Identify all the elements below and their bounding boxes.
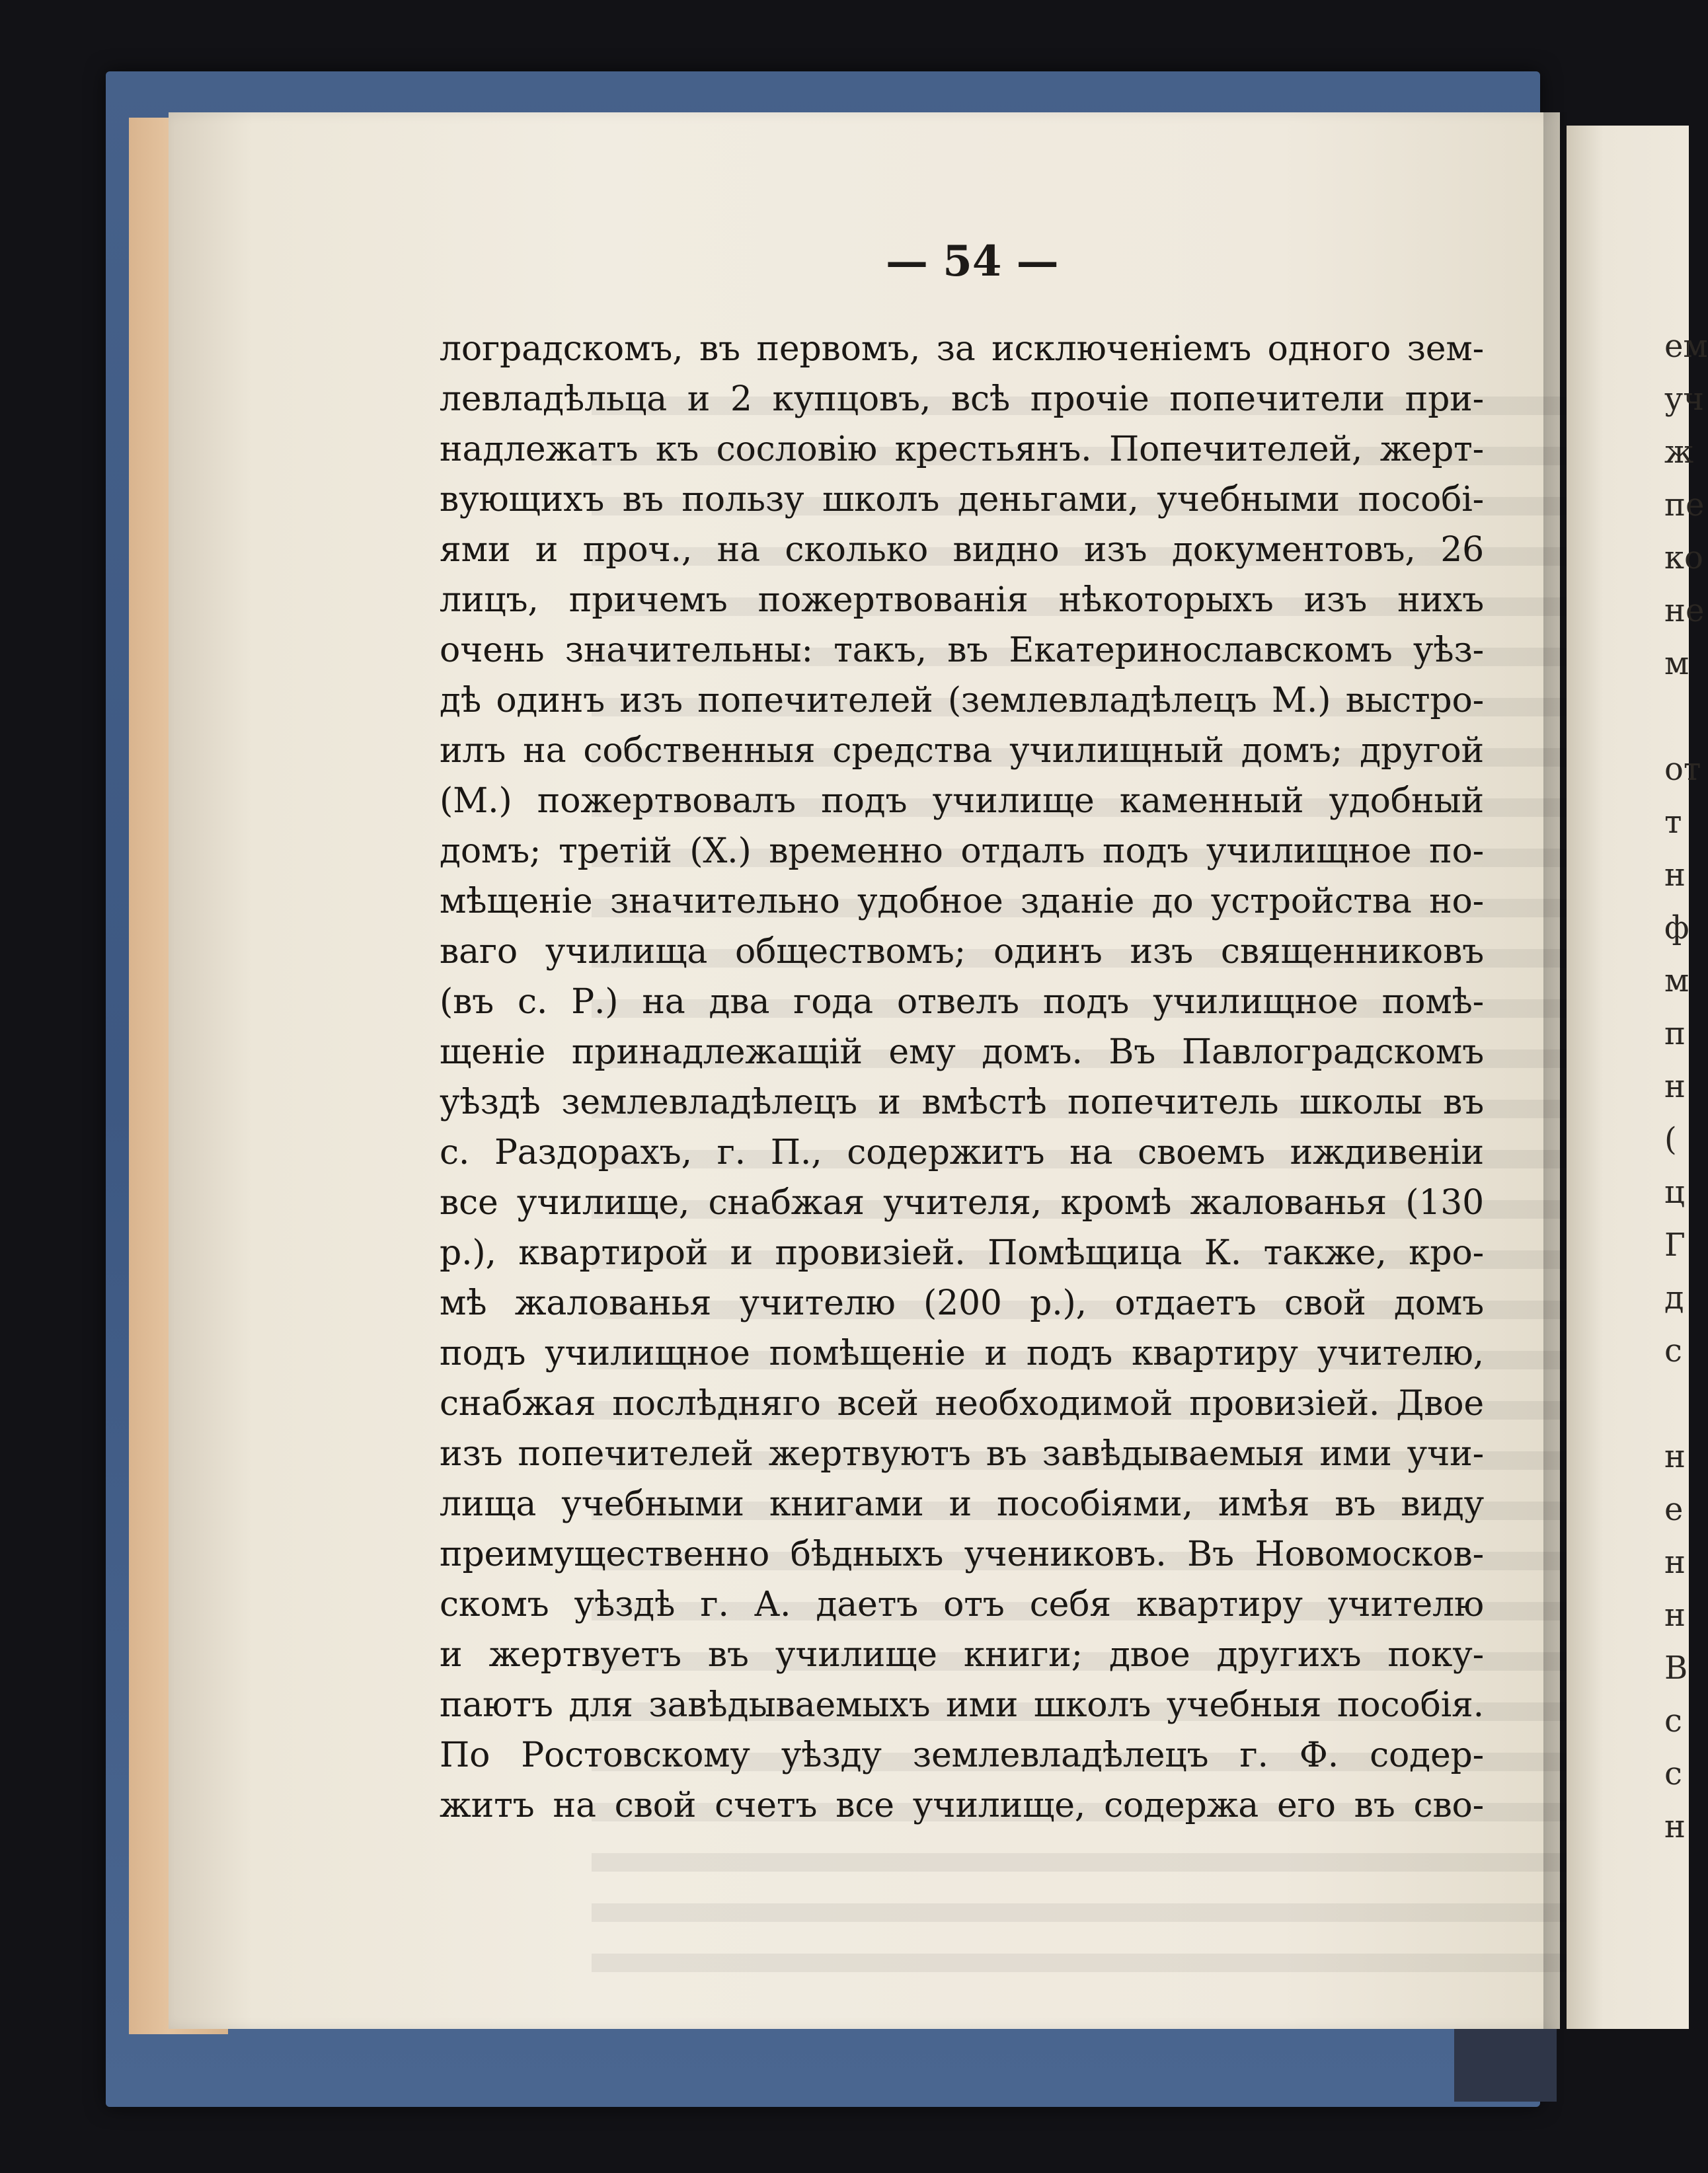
facing-fragment: е	[1664, 1491, 1684, 1528]
text-line: левладѣльца и 2 купцовъ, всѣ прочіе попечители при-	[440, 379, 1484, 419]
text-line: дѣ одинъ изъ попечителей (землевладѣлецъ М.) выстро-	[440, 681, 1484, 720]
text-line: (М.) пожертвовалъ подъ училище каменный удобный	[440, 781, 1484, 821]
gutter-shadow	[1543, 112, 1567, 2029]
text-line: ями и проч., на сколько видно изъ документовъ, 26	[440, 530, 1484, 570]
facing-fragment: (	[1664, 1121, 1677, 1158]
facing-fragment: с	[1664, 1755, 1682, 1792]
text-line: житъ на свой счетъ все училище, содержа его въ сво-	[440, 1786, 1484, 1825]
facing-fragment: Г	[1664, 1227, 1686, 1264]
facing-fragment: н	[1664, 1438, 1686, 1475]
text-line: лища учебными книгами и пособіями, имѣя въ виду	[440, 1484, 1484, 1524]
text-line: мѣ жалованья учителю (200 р.), отдаетъ свой домъ	[440, 1283, 1484, 1323]
facing-fragment: ем	[1664, 328, 1708, 365]
facing-fragment: не	[1664, 592, 1705, 629]
text-line: снабжая послѣдняго всей необходимой провизіей. Двое	[440, 1384, 1484, 1424]
facing-fragment: н	[1664, 1544, 1686, 1581]
facing-fragment: пе	[1664, 486, 1705, 523]
facing-fragment: ко	[1664, 539, 1703, 576]
facing-fragment: ж	[1664, 434, 1694, 471]
text-line: подъ училищное помѣщеніе и подъ квартиру учителю,	[440, 1334, 1484, 1373]
text-line: очень значительны: такъ, въ Екатеринославскомъ уѣз-	[440, 630, 1484, 670]
text-line: (въ с. Р.) на два года отвелъ подъ училищное помѣ-	[440, 982, 1484, 1022]
facing-fragment: ф	[1664, 909, 1689, 946]
facing-fragment: д	[1664, 1279, 1684, 1316]
facing-fragment: м	[1664, 962, 1689, 999]
text-line: илъ на собственныя средства училищный домъ; другой	[440, 731, 1484, 771]
facing-fragment: от	[1664, 751, 1701, 788]
text-line: с. Раздорахъ, г. П., содержитъ на своемъ иждивеніи	[440, 1133, 1484, 1172]
text-line: р.), квартирой и провизіей. Помѣщица К. также, кро-	[440, 1233, 1484, 1273]
text-line: щеніе принадлежащій ему домъ. Въ Павлоградскомъ	[440, 1032, 1484, 1072]
facing-fragment: ц	[1664, 1174, 1685, 1211]
text-line: изъ попечителей жертвуютъ въ завѣдываемыя ими учи-	[440, 1434, 1484, 1474]
facing-page	[1567, 126, 1708, 2029]
facing-fragment: н	[1664, 857, 1686, 894]
facing-fragment: н	[1664, 1068, 1686, 1105]
text-line: скомъ уѣздѣ г. А. даетъ отъ себя квартиру учителю	[440, 1585, 1484, 1624]
text-line: мѣщеніе значительно удобное зданіе до устройства но-	[440, 882, 1484, 921]
text-line: вующихъ въ пользу школъ деньгами, учебными пособі-	[440, 480, 1484, 519]
text-line: и жертвуетъ въ училище книги; двое другихъ поку-	[440, 1635, 1484, 1675]
text-line: лоградскомъ, въ первомъ, за исключеніемъ одного зем-	[440, 329, 1484, 369]
text-line: домъ; третій (Х.) временно отдалъ подъ училищное по-	[440, 831, 1484, 871]
facing-fragment: В	[1664, 1650, 1688, 1687]
body-text	[440, 324, 1484, 1831]
facing-fragment: с	[1664, 1702, 1682, 1739]
text-line: уѣздѣ землевладѣлецъ и вмѣстѣ попечитель школы въ	[440, 1083, 1484, 1122]
text-line: По Ростовскому уѣзду землевладѣлецъ г. Ф. содер-	[440, 1735, 1484, 1775]
text-line: паютъ для завѣдываемыхъ ими школъ учебныя пособія.	[440, 1685, 1484, 1725]
facing-fragment: уч	[1664, 381, 1704, 418]
facing-fragment: н	[1664, 1597, 1686, 1634]
text-line: все училище, снабжая учителя, кромѣ жалованья (130	[440, 1183, 1484, 1223]
facing-fragment: п	[1664, 1015, 1686, 1052]
facing-fragment: н	[1664, 1808, 1686, 1845]
text-line: ваго училища обществомъ; одинъ изъ священниковъ	[440, 932, 1484, 972]
facing-fragment: м	[1664, 645, 1689, 682]
text-line: надлежатъ къ сословію крестьянъ. Попечителей, жерт-	[440, 430, 1484, 469]
text-line: лицъ, причемъ пожертвованія нѣкоторыхъ изъ нихъ	[440, 580, 1484, 620]
page-number: — 54 —	[886, 237, 1059, 286]
facing-fragment: т	[1664, 804, 1682, 841]
facing-fragment: с	[1664, 1332, 1682, 1369]
text-line: преимущественно бѣдныхъ учениковъ. Въ Новомосков-	[440, 1535, 1484, 1574]
